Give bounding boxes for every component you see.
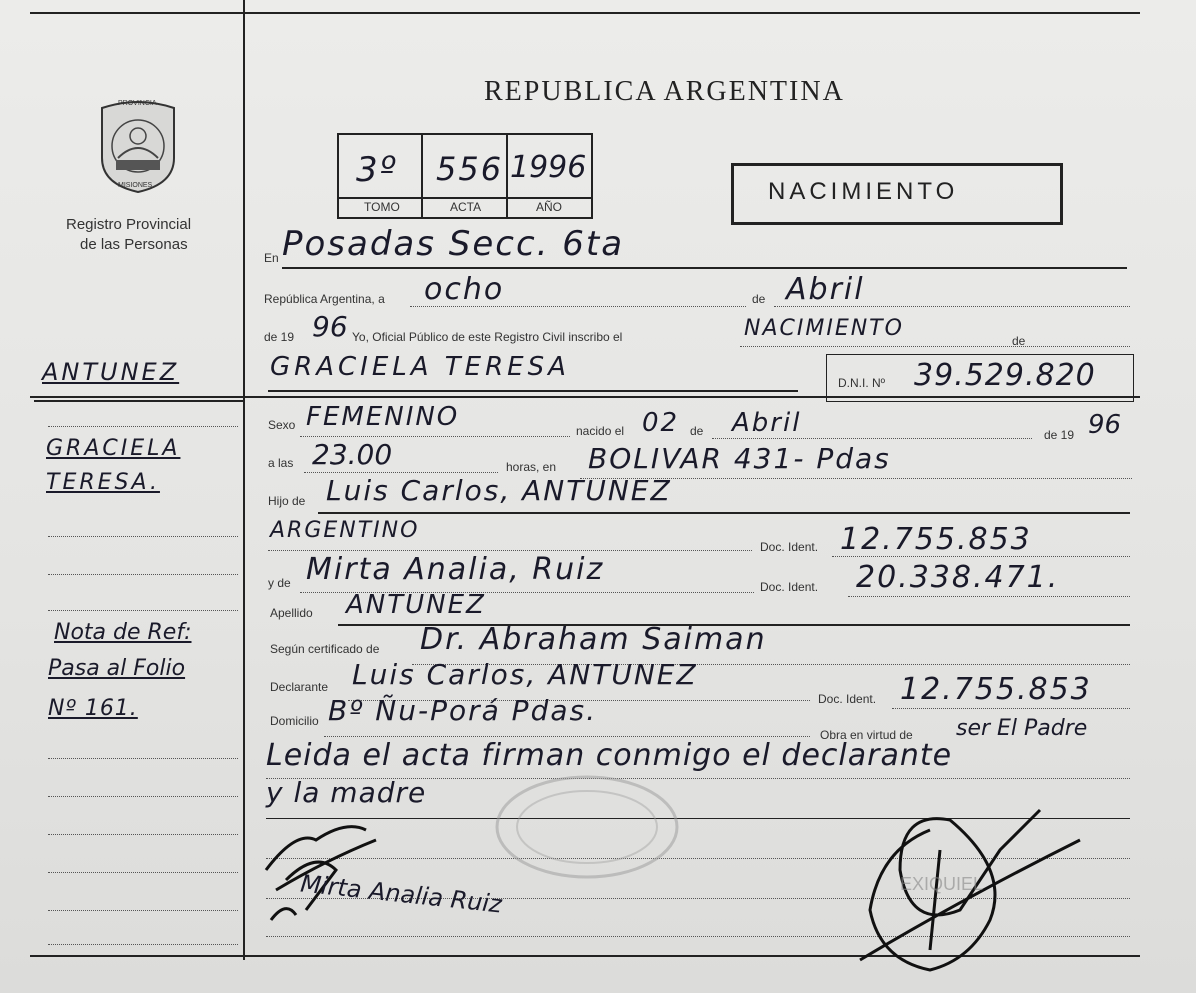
seal-bottom-text: MISIONES: [118, 182, 153, 189]
declarant-signature-icon: [256, 810, 396, 930]
label-obra: Obra en virtud de: [820, 728, 913, 742]
top-rule: [30, 12, 1140, 14]
label-de19: de 19: [264, 330, 295, 344]
label-y-de: y de: [268, 576, 291, 590]
value-nacionalidad: ARGENTINO: [270, 518, 420, 543]
margin-dots-4: [48, 610, 238, 611]
margin-dots-1: [48, 426, 238, 427]
provincial-seal-icon: [94, 98, 182, 194]
margin-surname: ANTUNEZ: [42, 358, 180, 386]
value-padre-doc: 12.755.853: [840, 522, 1032, 557]
value-padre: Luis Carlos, ANTUNEZ: [326, 474, 672, 507]
value-anio: 96: [312, 310, 348, 343]
label-dni: D.N.I. Nº: [838, 376, 886, 390]
margin-dots-8: [48, 872, 238, 873]
label-domicilio: Domicilio: [270, 714, 319, 728]
name-section-rule: [245, 396, 1140, 398]
margin-dots-10: [48, 944, 238, 945]
margin-given-1: GRACIELA: [46, 436, 181, 461]
label-en: En: [264, 251, 279, 265]
value-madre: Mirta Analia, Ruiz: [306, 552, 605, 587]
line-dia: [410, 306, 746, 307]
record-box-divider-2: [506, 133, 508, 217]
value-nota-1: Leida el acta firman conmigo el declarante: [266, 738, 953, 773]
value-nac-anio: 96: [1088, 410, 1122, 440]
value-madre-doc: 20.338.471.: [856, 560, 1060, 595]
anio-value: 1996: [510, 150, 587, 185]
label-doc-ident-madre: Doc. Ident.: [760, 580, 819, 594]
label-a-las: a las: [268, 456, 294, 470]
label-de-nac-mes: de: [690, 424, 704, 438]
line-nacionalidad: [268, 550, 752, 551]
value-declarante: Luis Carlos, ANTUNEZ: [352, 658, 698, 691]
margin-dots-2: [48, 536, 238, 537]
value-acto: NACIMIENTO: [744, 316, 904, 341]
label-de-19-nac: de 19: [1044, 428, 1075, 442]
tomo-label: TOMO: [364, 200, 400, 214]
line-nombre: [268, 390, 798, 392]
label-de-mes: de: [752, 292, 766, 306]
record-box-divider-1: [421, 133, 423, 217]
value-nac-dia: 02: [642, 408, 680, 438]
line-nac-mes: [712, 438, 1032, 439]
line-madre-doc: [848, 596, 1130, 597]
svg-text:EXIQUIEL: EXIQUIEL: [900, 874, 984, 894]
label-nacido-el: nacido el: [576, 424, 625, 438]
value-nombre: GRACIELA TERESA: [270, 352, 570, 382]
label-horas-en: horas, en: [506, 460, 557, 474]
line-en: [282, 267, 1127, 269]
acta-value: 556: [436, 150, 504, 188]
line-hora: [304, 472, 498, 473]
label-doc-ident-decl: Doc. Ident.: [818, 692, 877, 706]
value-sexo: FEMENINO: [306, 402, 460, 432]
value-apellido: ANTUNEZ: [346, 590, 486, 620]
acta-label: ACTA: [450, 200, 482, 214]
label-declarante: Declarante: [270, 680, 329, 694]
margin-nota-1: Nota de Ref:: [54, 620, 192, 645]
label-doc-ident-padre: Doc. Ident.: [760, 540, 819, 554]
mother-signature: Mirta Analia Ruiz: [299, 869, 504, 919]
value-nac-mes: Abril: [732, 408, 802, 438]
registry-name-1: Registro Provincial: [66, 216, 192, 233]
registry-name-2: de las Personas: [80, 236, 188, 253]
label-de-acto: de: [1012, 334, 1026, 348]
faint-stamp-icon: [492, 772, 682, 882]
value-declarante-doc: 12.755.853: [900, 672, 1092, 707]
margin-dots-3: [48, 574, 238, 575]
value-domicilio: Bº Ñu-Porá Pdas.: [328, 694, 597, 727]
label-apellido: Apellido: [270, 606, 313, 620]
margin-dots-7: [48, 834, 238, 835]
margin-nota-2: Pasa al Folio: [48, 656, 186, 681]
value-nota-2: y la madre: [266, 776, 427, 809]
margin-nota-3: Nº 161.: [48, 696, 138, 721]
line-acto: [740, 346, 1130, 347]
margin-divider: [30, 396, 245, 398]
margin-dots-9: [48, 910, 238, 911]
line-domicilio: [324, 736, 810, 737]
value-dni: 39.529.820: [914, 358, 1096, 393]
value-certificado: Dr. Abraham Saiman: [420, 622, 767, 657]
anio-label: AÑO: [536, 200, 563, 214]
line-mes: [774, 306, 1130, 307]
margin-dots-6: [48, 796, 238, 797]
label-sexo: Sexo: [268, 418, 296, 432]
country-title: REPUBLICA ARGENTINA: [484, 76, 845, 107]
value-obra: ser El Padre: [956, 716, 1088, 741]
line-sexo: [300, 436, 570, 437]
line-declarante-doc: [892, 708, 1130, 709]
seal-top-text: PROVINCIA: [118, 100, 157, 107]
label-segun: Según certificado de: [270, 642, 380, 656]
record-type: NACIMIENTO: [768, 178, 959, 205]
value-mes: Abril: [786, 272, 865, 307]
value-dia: ocho: [424, 272, 505, 307]
line-padre: [318, 512, 1130, 514]
label-hijo-de: Hijo de: [268, 494, 306, 508]
margin-dots-5: [48, 758, 238, 759]
official-signature-icon: [840, 790, 1090, 980]
label-yo-oficial: Yo, Oficial Público de este Registro Civil inscribo el: [352, 330, 623, 344]
margin-given-2: TERESA.: [46, 470, 160, 495]
tomo-value: 3º: [356, 150, 398, 190]
record-box-label-rule: [337, 197, 591, 199]
value-lugar: Posadas Secc. 6ta: [282, 224, 625, 264]
label-republica: República Argentina, a: [264, 292, 385, 306]
margin-surname-rule: [34, 400, 244, 402]
value-hora: 23.00: [312, 438, 393, 471]
value-lugar-nac: BOLIVAR 431- Pdas: [588, 442, 891, 475]
column-divider: [243, 0, 245, 960]
line-padre-doc: [832, 556, 1130, 557]
